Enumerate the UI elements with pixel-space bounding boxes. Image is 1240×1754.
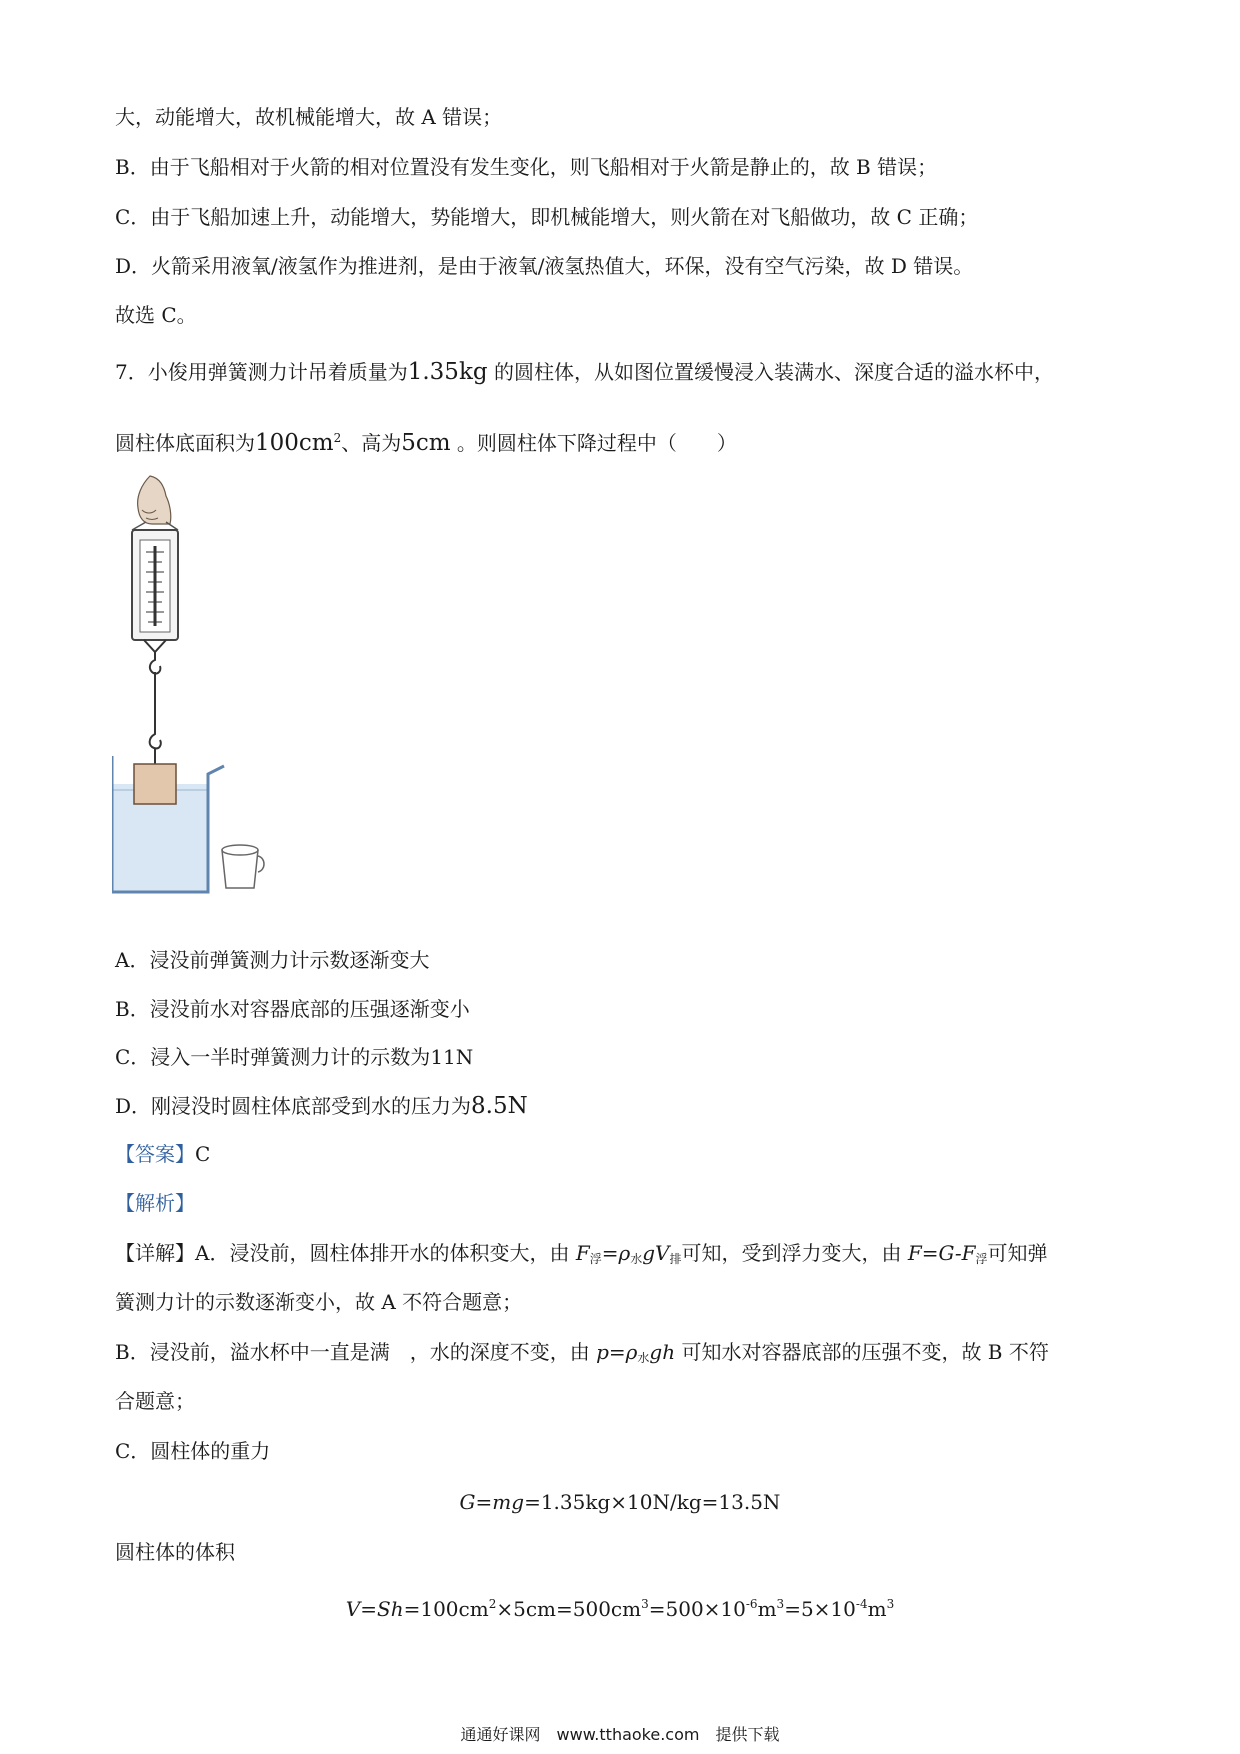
text-line: B．由于飞船相对于火箭的相对位置没有发生变化，则飞船相对于火箭是静止的，故 B 错误； <box>115 155 938 179</box>
detail-line-4: 合题意； <box>115 1389 195 1413</box>
formula-sub: 排 <box>669 1252 682 1266</box>
formula-sup: 3 <box>886 1597 895 1611</box>
question-line-2 <box>115 424 737 457</box>
detail-text: 可知，受到浮力变大，由 <box>681 1241 908 1265</box>
option-b: B．浸没前水对容器底部的压强逐渐变小 <box>115 997 470 1021</box>
formula-text: ×5cm=500cm <box>496 1597 642 1621</box>
detail-line-5: C．圆柱体的重力 <box>115 1439 271 1463</box>
hook-icon <box>144 640 166 764</box>
detail-line-3 <box>115 1338 1049 1372</box>
spring-scale <box>132 530 178 640</box>
formula-sub: 水 <box>637 1351 650 1365</box>
formula-sub: 浮 <box>975 1252 988 1266</box>
footer: 通通好课网 www.tthaoke.com 提供下载 <box>460 1725 780 1744</box>
hand-icon <box>138 476 171 524</box>
formula-text: m <box>867 1597 887 1621</box>
formula-sup: 3 <box>776 1597 785 1611</box>
text-line: 大，动能增大，故机械能增大，故 A 错误； <box>115 105 503 129</box>
spring-scale-figure <box>112 474 272 894</box>
formula-var: G=mg <box>459 1490 525 1514</box>
question-line-1 <box>115 358 1054 386</box>
formula-sup: 3 <box>641 1597 649 1611</box>
bucket-icon <box>222 845 264 888</box>
height-value: 5cm <box>401 430 451 456</box>
detail-text: B．浸没前，溢水杯中一直是满 ，水的深度不变，由 <box>115 1340 597 1364</box>
formula-text: m <box>757 1597 777 1621</box>
detail-line-1 <box>115 1239 1048 1273</box>
question-text: 、高为 <box>341 431 402 455</box>
detail-text: 【详解】A．浸没前，圆柱体排开水的体积变大，由 <box>115 1241 576 1265</box>
formula-var: V=Sh <box>345 1597 404 1621</box>
cylinder <box>134 764 176 804</box>
option-a: A．浸没前弹簧测力计示数逐渐变大 <box>115 948 430 972</box>
formula-var: =ρ <box>601 1241 631 1265</box>
answer-line <box>115 1140 210 1168</box>
question-text: 。则圆柱体下降过程中（ ） <box>450 431 737 455</box>
formula-text: =1.35kg×10N/kg=13.5N <box>524 1490 781 1514</box>
mass-value: 1.35kg <box>407 359 488 385</box>
formula-text: =500×10 <box>648 1597 746 1621</box>
equation-gravity <box>0 1488 1240 1516</box>
option-value: 8.5N <box>471 1093 528 1119</box>
analysis-line: 【解析】 <box>115 1191 195 1215</box>
equation-volume <box>0 1590 1240 1623</box>
option-text: D．刚浸没时圆柱体底部受到水的压力为 <box>115 1094 472 1118</box>
option-c <box>115 1043 473 1071</box>
detail-line-2: 簧测力计的示数逐渐变小，故 A 不符合题意； <box>115 1290 523 1314</box>
option-value: 11N <box>430 1045 474 1069</box>
answer-label: 【答案】 <box>115 1142 195 1166</box>
answer-value: C <box>195 1142 211 1166</box>
formula-sup: -4 <box>855 1597 868 1611</box>
option-d <box>115 1092 528 1120</box>
formula-var: F=G-F <box>907 1241 976 1265</box>
detail-text: 可知水对容器底部的压强不变，故 B 不符 <box>675 1340 1049 1364</box>
formula-sub: 浮 <box>589 1252 602 1266</box>
detail-line-6: 圆柱体的体积 <box>115 1540 235 1564</box>
formula-text: =5×10 <box>784 1597 856 1621</box>
formula-var: gh <box>649 1340 676 1364</box>
formula-sub: 水 <box>630 1252 643 1266</box>
option-text: C．浸入一半时弹簧测力计的示数为 <box>115 1045 431 1069</box>
formula-var: p=ρ <box>596 1340 638 1364</box>
text-line: D．火箭采用液氧/液氢作为推进剂，是由于液氧/液氢热值大，环保，没有空气污染，故 D 错误。 <box>115 254 974 278</box>
formula-sup: -6 <box>745 1597 758 1611</box>
detail-text: 可知弹 <box>987 1241 1048 1265</box>
area-exponent: 2 <box>333 431 342 445</box>
formula-var: F <box>575 1241 590 1265</box>
formula-sup: 2 <box>488 1597 497 1611</box>
formula-var: gV <box>642 1241 670 1265</box>
formula-text: =100cm <box>403 1597 489 1621</box>
area-value: 100cm <box>255 430 334 456</box>
text-line: C．由于飞船加速上升，动能增大，势能增大，即机械能增大，则火箭在对飞船做功，故 C 正确； <box>115 205 979 229</box>
question-text: 圆柱体底面积为 <box>115 431 255 455</box>
question-text: 7．小俊用弹簧测力计吊着质量为 <box>115 360 408 384</box>
text-line: 故选 C。 <box>115 303 197 327</box>
question-text: 的圆柱体，从如图位置缓慢浸入装满水、深度合适的溢水杯中， <box>487 360 1054 384</box>
